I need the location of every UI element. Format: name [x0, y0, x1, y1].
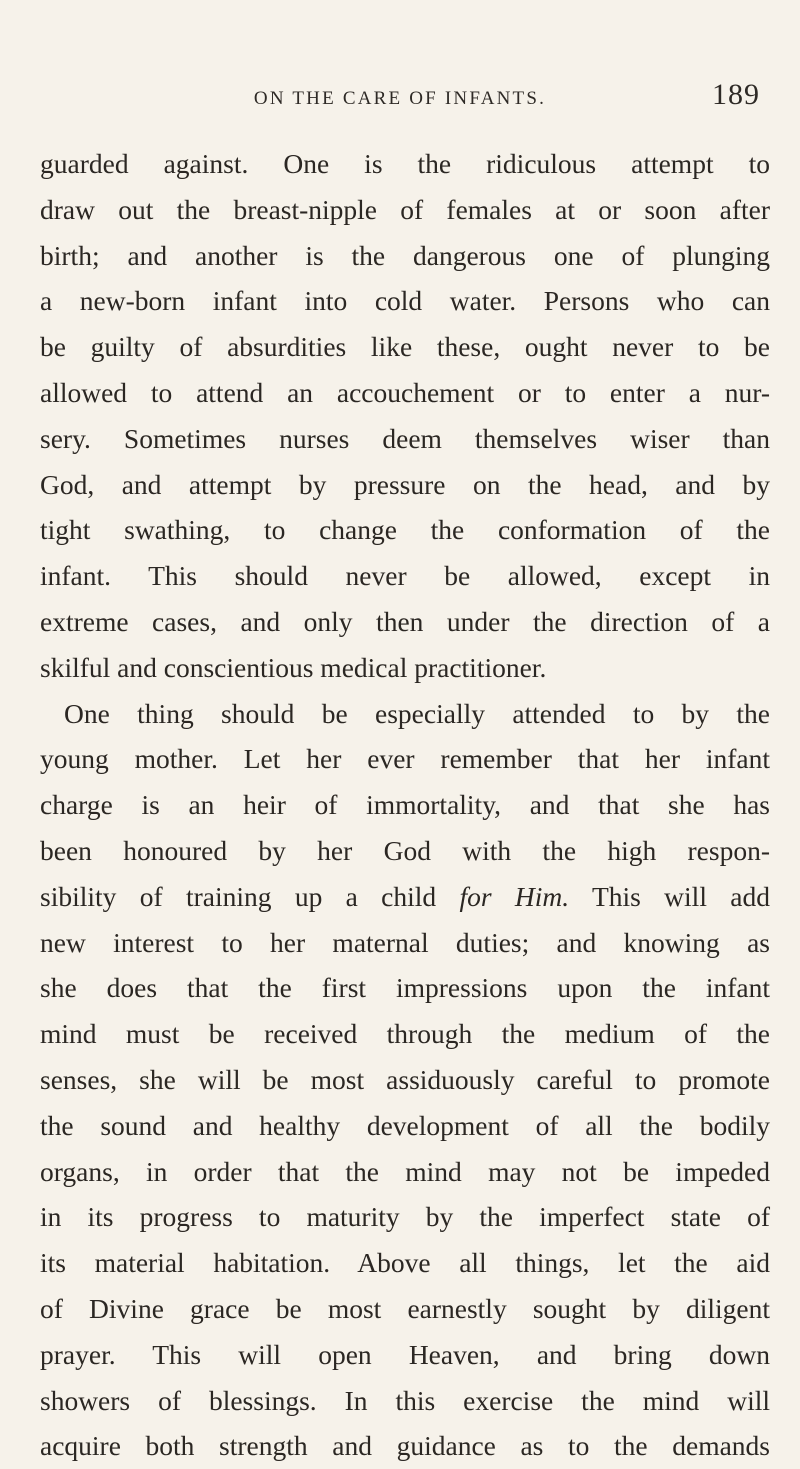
text-line: tight swathing, to change the conformation of the [40, 514, 770, 546]
line-text-after: This will add [569, 880, 770, 912]
text-line: extreme cases, and only then under the direction of a [40, 605, 770, 637]
body-text [40, 141, 770, 1469]
text-line: infant. This should never be allowed, except in [40, 560, 770, 592]
text-line: its material habitation. Above all things, let the aid [40, 1247, 770, 1279]
line-text-before: sibility of training up a child [40, 880, 460, 912]
text-line: be guilty of absurdities like these, ought never to be [40, 331, 770, 363]
italic-phrase: for Him. [459, 880, 570, 912]
text-line: organs, in order that the mind may not be impeded [40, 1155, 770, 1187]
text-line: new interest to her maternal duties; and knowing as [40, 926, 770, 958]
text-line: allowed to attend an accouchement or to enter a nur- [40, 376, 770, 408]
text-line: draw out the breast-nipple of females at or soon after [40, 193, 770, 225]
text-line: birth; and another is the dangerous one of plunging [40, 239, 770, 271]
text-line: God, and attempt by pressure on the head, and by [40, 468, 770, 500]
running-head [40, 78, 760, 118]
text-line: young mother. Let her ever remember that her infant [40, 743, 770, 775]
text-line: been honoured by her God with the high respon- [40, 834, 770, 866]
text-line: senses, she will be most assiduously careful to promote [40, 1063, 770, 1095]
text-line: in its progress to maturity by the imperfect state of [40, 1201, 770, 1233]
running-title: ON THE CARE OF INFANTS. [253, 88, 547, 109]
text-line: a new-born infant into cold water. Persons who can [40, 285, 770, 317]
text-line: she does that the first impressions upon the infant [40, 972, 770, 1004]
text-line: the sound and healthy development of all the bodily [40, 1109, 770, 1141]
text-line: of Divine grace be most earnestly sought by diligent [40, 1292, 770, 1324]
text-line: charge is an heir of immortality, and that she has [40, 789, 770, 821]
text-line-with-italic [40, 874, 770, 920]
page-number: 189 [712, 78, 760, 111]
text-line: mind must be received through the medium of the [40, 1018, 770, 1050]
text-line: skilful and conscientious medical practitioner. [40, 651, 547, 683]
text-line: acquire both strength and guidance as to the demands [40, 1430, 770, 1462]
text-line: sery. Sometimes nurses deem themselves wiser than [40, 422, 770, 454]
paragraph-start-line: One thing should be especially attended to by the [64, 697, 770, 729]
text-line: showers of blessings. In this exercise the mind will [40, 1384, 770, 1416]
text-line: prayer. This will open Heaven, and bring down [40, 1338, 770, 1370]
text-line: guarded against. One is the ridiculous attempt to [40, 148, 770, 179]
